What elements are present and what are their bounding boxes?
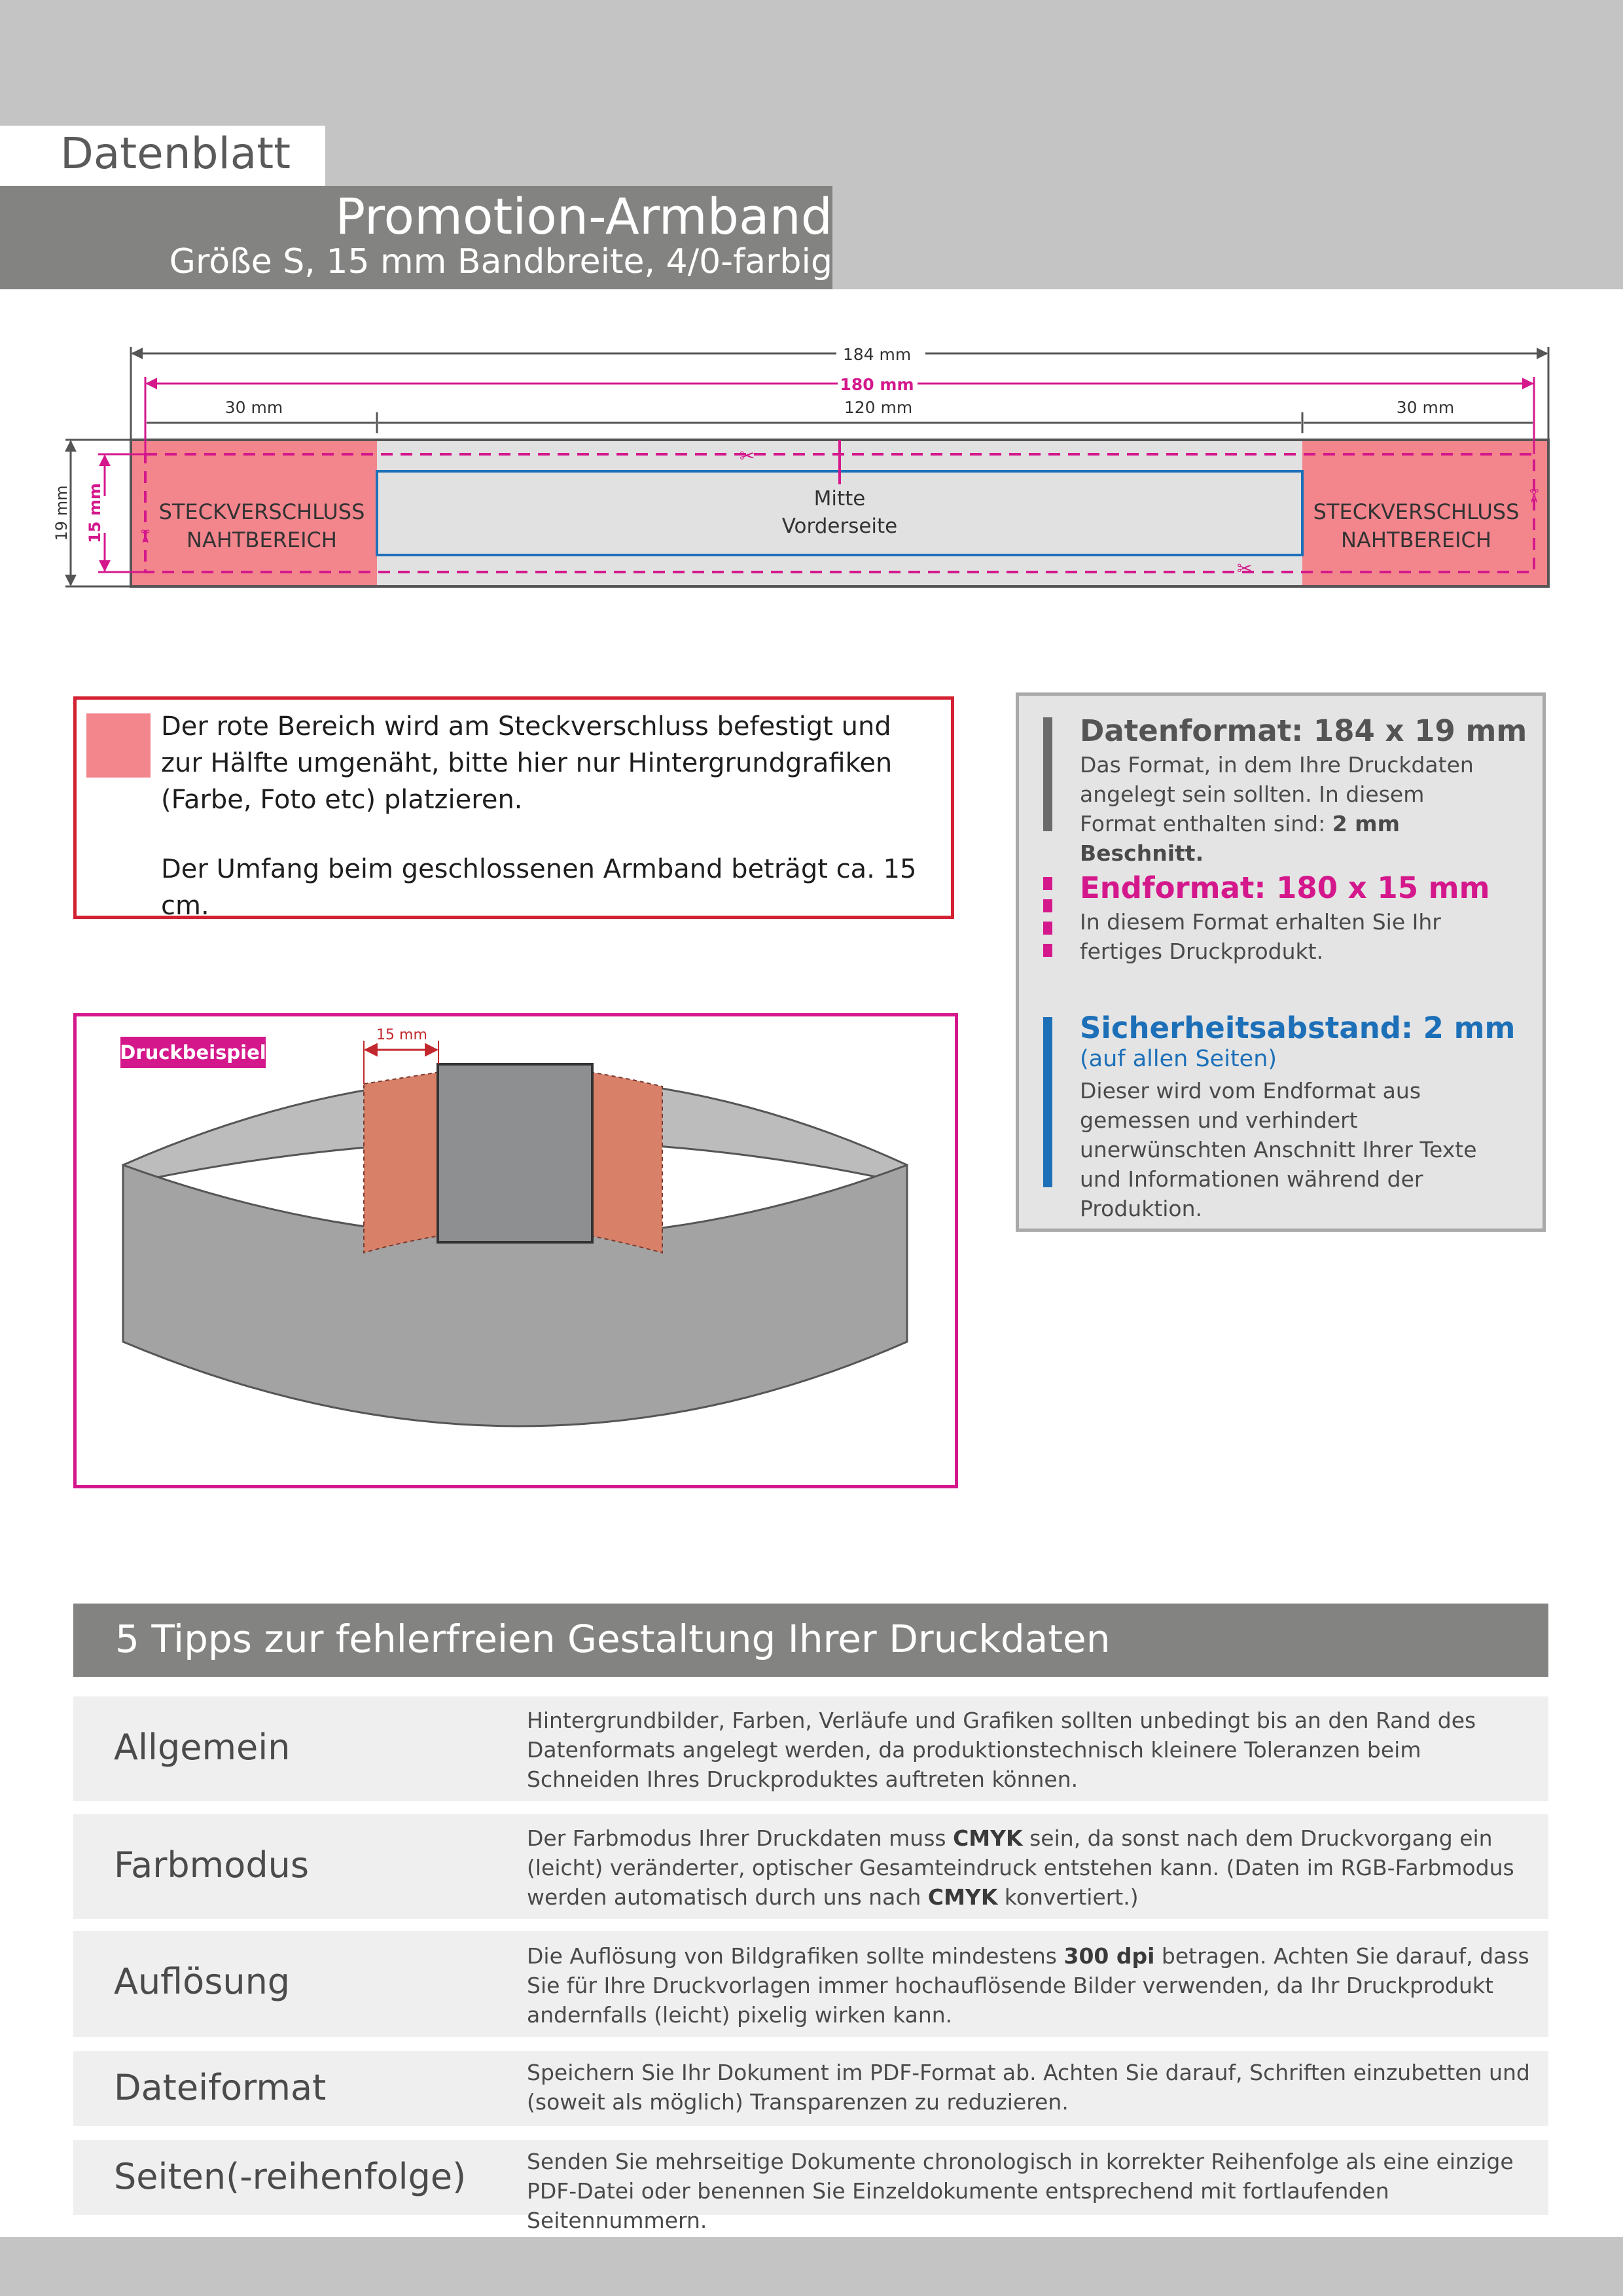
tip-row-allgemein: [73, 1696, 1548, 1801]
closure-right: [590, 1072, 662, 1253]
closure-left: [364, 1072, 440, 1253]
tips-title: 5 Tipps zur fehlerfreien Gestaltung Ihrer Druckdaten: [115, 1617, 1111, 1661]
scissors-icon: ✂: [134, 529, 156, 545]
center-label-2: Vorderseite: [781, 514, 898, 538]
dim-center-label: 120 mm: [844, 398, 913, 417]
footer-bar: [0, 2237, 1623, 2296]
band-layout-diagram: [0, 327, 1623, 628]
tip-label: Dateiformat: [114, 2067, 327, 2108]
scissors-icon: ✂: [740, 445, 755, 467]
dim-height-final-label: 15 mm: [86, 483, 104, 543]
tip-text: Speichern Sie Ihr Dokument im PDF-Format ab. Achten Sie darauf, Schriften einzubetten und (soweit als möglich) Transparenzen zu reduzieren.: [527, 2060, 1530, 2115]
tip-text: Senden Sie mehrseitige Dokumente chronologisch in korrekter Reihenfolge als eine einzige PDF-Datei oder benennen Sie Einzeldokumente entsprechend mit fortlaufenden Seitennummern.: [527, 2149, 1514, 2233]
tip-text: Der Farbmodus Ihrer Druckdaten muss CMYK sein, da sonst nach dem Druckvorgang ein (leicht) veränderter, optischer Gesamteindruck entstehen kann. (Daten im RGB-Farbmodus werden automatisch durch uns nach CMYK konvertiert.): [527, 1825, 1514, 1910]
tip-label: Seiten(-reihenfolge): [114, 2156, 467, 2197]
red-zone-swatch: [86, 713, 151, 778]
datenformat-heading: Datenformat: 184 x 19 mm: [1080, 713, 1527, 748]
sicherheit-marker: [1043, 1017, 1052, 1187]
example-badge-label: Druckbeispiel: [120, 1041, 266, 1064]
tip-row-seiten: [73, 2140, 1548, 2233]
note-text-2: Der Umfang beim geschlossenen Armband beträgt ca. 15 cm.: [161, 854, 917, 921]
tip-label: Auflösung: [114, 1961, 291, 2002]
right-zone-label-2: NAHTBEREICH: [1341, 528, 1491, 552]
dim-right-label: 30 mm: [1396, 398, 1455, 417]
left-zone-label-2: NAHTBEREICH: [187, 528, 337, 552]
tip-text: Die Auflösung von Bildgrafiken sollte mindestens 300 dpi betragen. Achten Sie darauf, dass Sie für Ihre Druckvorlagen immer hochauflösende Bilder verwenden, da Ihr Druckprodukt andernfalls (leicht) pixelig wirken kann.: [527, 1943, 1529, 2028]
example-dim-label: 15 mm: [376, 1027, 427, 1043]
endformat-marker: [1043, 877, 1052, 966]
tip-label: Farbmodus: [114, 1844, 309, 1886]
dim-left-label: 30 mm: [224, 398, 283, 417]
tip-label: Allgemein: [114, 1727, 291, 1768]
scissors-icon: ✂: [1237, 558, 1253, 579]
datenformat-marker: [1043, 717, 1052, 831]
tip-text: Hintergrundbilder, Farben, Verläufe und Grafiken sollten unbedingt bis an den Rand des Datenformats angelegt werden, da produktionstechnisch kleinere Toleranzen beim Schneiden Ihres Druckproduktes auftreten können.: [527, 1708, 1476, 1792]
sicherheit-text: Dieser wird vom Endformat aus gemessen und verhindert unerwünschten Anschnitt Ihrer Texte und Informationen während der Produktion.: [1080, 1078, 1477, 1221]
tip-row-farbmodus: [73, 1814, 1548, 1919]
center-label-1: Mitte: [813, 487, 866, 511]
dim-final-label: 180 mm: [840, 375, 914, 394]
page-title: Promotion-Armband: [335, 187, 832, 245]
scissors-icon: ✂: [1523, 488, 1544, 504]
endformat-text: In diesem Format erhalten Sie Ihr fertiges Druckprodukt.: [1080, 909, 1441, 964]
tip-row-aufloesung: [73, 1931, 1548, 2037]
clasp-plate: [438, 1064, 592, 1242]
dim-total-label: 184 mm: [842, 345, 912, 364]
dim-height-total-label: 19 mm: [52, 485, 71, 541]
right-zone-label-1: STECKVERSCHLUSS: [1313, 499, 1520, 524]
datenformat-text: Das Format, in dem Ihre Druckdaten angelegt sein sollten. In diesem Format enthalten sind: 2 mm Beschnitt.: [1080, 752, 1474, 866]
note-text-1: Der rote Bereich wird am Steckverschluss befestigt und zur Hälfte umgenäht, bitte hier nur Hintergrundgrafiken (Farbe, Foto etc) platzieren.: [161, 711, 893, 815]
page-subtitle: Größe S, 15 mm Bandbreite, 4/0-farbig: [169, 242, 832, 281]
tip-row-dateiformat: [73, 2051, 1548, 2126]
band-illustration: [73, 1013, 958, 1488]
sicherheit-heading: Sicherheitsabstand: 2 mm: [1080, 1011, 1516, 1045]
sicherheit-subheading: (auf allen Seiten): [1080, 1046, 1277, 1072]
left-zone-label-1: STECKVERSCHLUSS: [158, 499, 365, 524]
doc-label: Datenblatt: [60, 128, 291, 179]
endformat-heading: Endformat: 180 x 15 mm: [1080, 870, 1490, 905]
